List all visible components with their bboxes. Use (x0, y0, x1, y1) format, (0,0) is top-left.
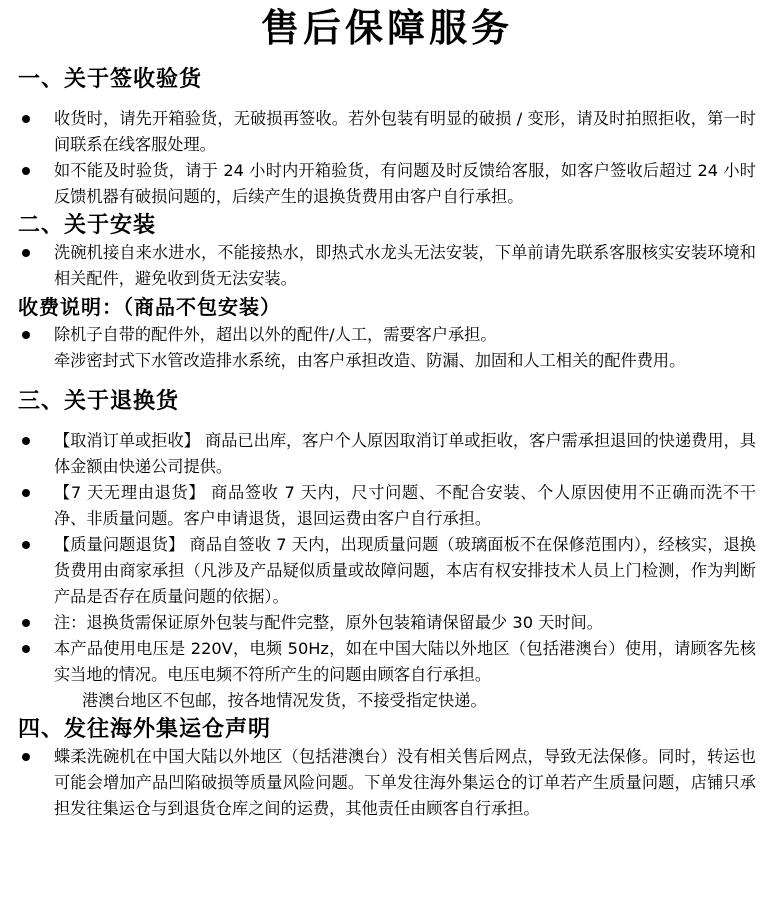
page-title: 售后保障服务 (260, 5, 513, 50)
bullet-list (18, 428, 756, 688)
bullet-icon (22, 437, 30, 445)
bullet-icon (22, 115, 30, 123)
section-installation (18, 210, 756, 292)
list-item (18, 480, 756, 532)
section-heading: 三、关于退换货 (18, 388, 180, 414)
list-item (18, 636, 756, 688)
section-heading: 收费说明：（商品不包安装） (18, 295, 281, 319)
bullet-icon (22, 489, 30, 497)
bullet-list (18, 322, 756, 348)
bullet-list (18, 240, 756, 292)
bullet-icon (22, 331, 30, 339)
bullet-list (18, 744, 756, 822)
bullet-icon (22, 753, 30, 761)
list-item-text: 【7 天无理由退货】 商品签收 7 天内，尺寸问题、不配合安装、个人原因使用不正确而洗不干净、非质量问题。客户申请退货，退回运费由客户自行承担。 (54, 483, 756, 528)
list-item (18, 106, 756, 158)
continuation-text: 牵涉密封式下水管改造排水系统，由客户承担改造、防漏、加固和人工相关的配件费用。 (54, 351, 686, 370)
list-item-text: 【取消订单或拒收】 商品已出库，客户个人原因取消订单或拒收，客户需承担退回的快递费用，具体金额由快递公司提供。 (54, 431, 756, 476)
bullet-icon (22, 167, 30, 175)
section-overseas (18, 714, 756, 822)
list-item (18, 532, 756, 610)
list-item-text: 洗碗机接自来水进水，不能接热水，即热式水龙头无法安装，下单前请先联系客服核实安装环境和相关配件，避免收到货无法安装。 (54, 243, 756, 288)
bullet-icon (22, 541, 30, 549)
continuation-text: 港澳台地区不包邮，按各地情况发货，不接受指定快递。 (82, 691, 487, 710)
list-item-text: 除机子自带的配件外，超出以外的配件/人工，需要客户承担。 (54, 325, 497, 344)
list-item (18, 322, 756, 348)
list-item (18, 610, 756, 636)
list-item (18, 158, 756, 210)
section-heading: 一、关于签收验货 (18, 66, 203, 92)
section-inspection (18, 64, 756, 210)
section-fee (18, 292, 756, 374)
list-item (18, 240, 756, 292)
bullet-icon (22, 619, 30, 627)
section-heading: 四、发往海外集运仓声明 (18, 716, 272, 742)
list-item-text: 收货时，请先开箱验货，无破损再签收。若外包装有明显的破损 / 变形，请及时拍照拒收，第一时间联系在线客服处理。 (54, 109, 756, 154)
section-heading: 二、关于安装 (18, 212, 157, 238)
bullet-icon (22, 645, 30, 653)
list-item-text: 注：退换货需保证原外包装与配件完整，原外包装箱请保留最少 30 天时间。 (54, 613, 603, 632)
bullet-icon (22, 249, 30, 257)
list-item-text: 【质量问题退货】 商品自签收 7 天内，出现质量问题（玻璃面板不在保修范围内），经核实，退换货费用由商家承担（凡涉及产品疑似质量或故障问题，本店有权安排技术人员上门检测，作为判断产品是否存在质量问题的依据）。 (54, 535, 756, 606)
section-returns (18, 386, 756, 714)
list-item-text: 本产品使用电压是 220V，电频 50Hz，如在中国大陆以外地区（包括港澳台）使用，请顾客先核实当地的情况。电压电频不符所产生的问题由顾客自行承担。 (54, 639, 756, 684)
list-item-text: 蝶柔洗碗机在中国大陆以外地区（包括港澳台）没有相关售后网点，导致无法保修。同时，转运也可能会增加产品凹陷破损等质量风险问题。下单发往海外集运仓的订单若产生质量问题，店铺只承担发往集运仓与到退货仓库之间的运费，其他责任由顾客自行承担。 (54, 747, 756, 818)
bullet-list (18, 106, 756, 210)
list-item (18, 428, 756, 480)
list-item-text: 如不能及时验货，请于 24 小时内开箱验货，有问题及时反馈给客服，如客户签收后超过 24 小时反馈机器有破损问题的，后续产生的退换货费用由客户自行承担。 (54, 161, 756, 206)
list-item (18, 744, 756, 822)
